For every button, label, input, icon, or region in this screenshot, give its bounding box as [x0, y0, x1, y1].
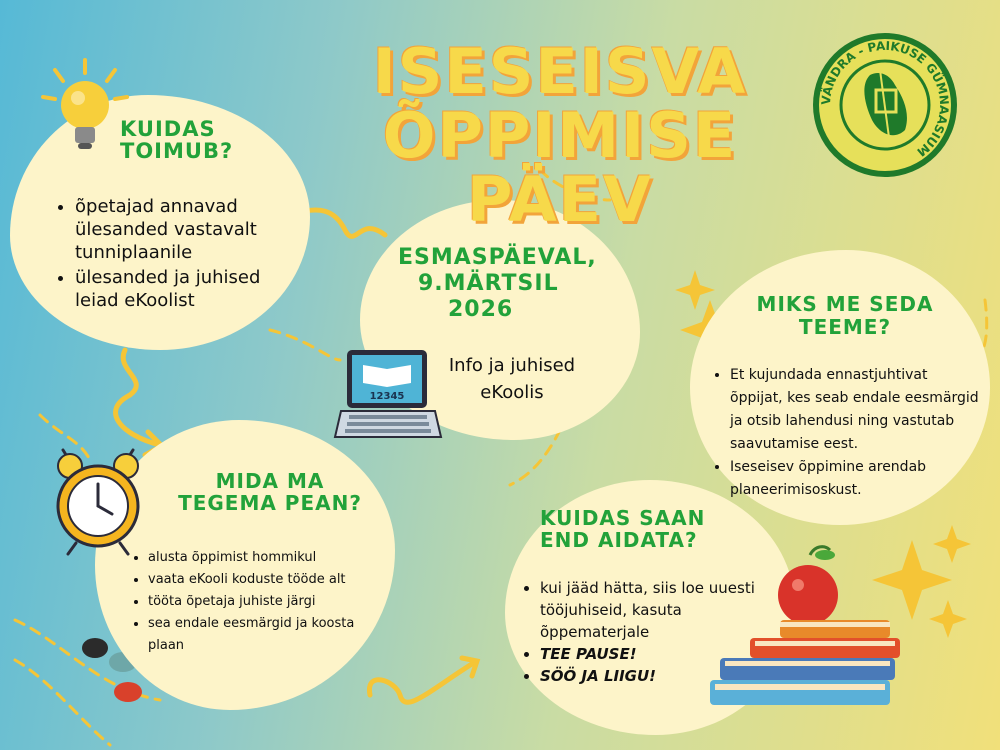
mida-list	[128, 547, 378, 657]
title-line-2: ÕPPIMISE PÄEV	[382, 99, 738, 236]
list-item: • vaata eKooli koduste tööde alt	[148, 569, 378, 591]
list-item: • tööta õpetaja juhiste järgi	[148, 591, 378, 613]
school-logo	[810, 30, 960, 180]
alarm-clock-icon	[48, 448, 148, 558]
title-line-1: ISESEISVA	[372, 35, 748, 108]
kuidas-toimub-list	[55, 195, 295, 314]
date-heading: ESMASPÄEVAL, 9.MÄRTSIL 2026	[398, 245, 597, 322]
svg-text:12345: 12345	[369, 391, 405, 402]
list-item: • alusta õppimist hommikul	[148, 547, 378, 569]
list-item: • kui jääd hätta, siis loe uuesti tööjuhiseid, kasuta õppematerjale	[540, 577, 755, 643]
svg-text:VÄNDRA - PAIKUSE GÜMNAASIUM: VÄNDRA - PAIKUSE GÜMNAASIUM	[818, 38, 952, 160]
aidata-heading: KUIDAS SAAN END AIDATA?	[540, 506, 706, 552]
miks-list	[710, 364, 980, 502]
list-item-emph: • TEE PAUSE!	[540, 643, 755, 665]
list-item-emph: • SÖÖ JA LIIGU!	[540, 665, 755, 687]
laptop-icon	[333, 345, 443, 445]
list-item: • õpetajad annavad ülesanded vastavalt tunniplaanile	[75, 195, 295, 264]
arrow-to-aidata	[369, 662, 475, 702]
books-apple-icon	[710, 545, 910, 715]
date-info: Info ja juhised eKoolis	[448, 355, 576, 403]
miks-heading: MIKS ME SEDA TEEME?	[756, 292, 934, 339]
list-item: • sea endale eesmärgid ja koosta plaan	[148, 613, 378, 657]
list-item: • Iseseisev õppimine arendab planeerimisoskust.	[730, 456, 980, 502]
list-item: • ülesanded ja juhised leiad eKoolist	[75, 266, 295, 312]
kuidas-toimub-heading: KUIDAS TOIMUB?	[120, 117, 234, 163]
arrow-to-mida	[116, 350, 160, 445]
list-item: • Et kujundada ennastjuhtivat õppijat, kes seab endale eesmärgid ja otsib lahendusi ning vastutab saavutamise eest.	[730, 364, 980, 456]
page-title	[300, 35, 820, 236]
mida-heading: MIDA MA TEGEMA PEAN?	[178, 469, 362, 515]
